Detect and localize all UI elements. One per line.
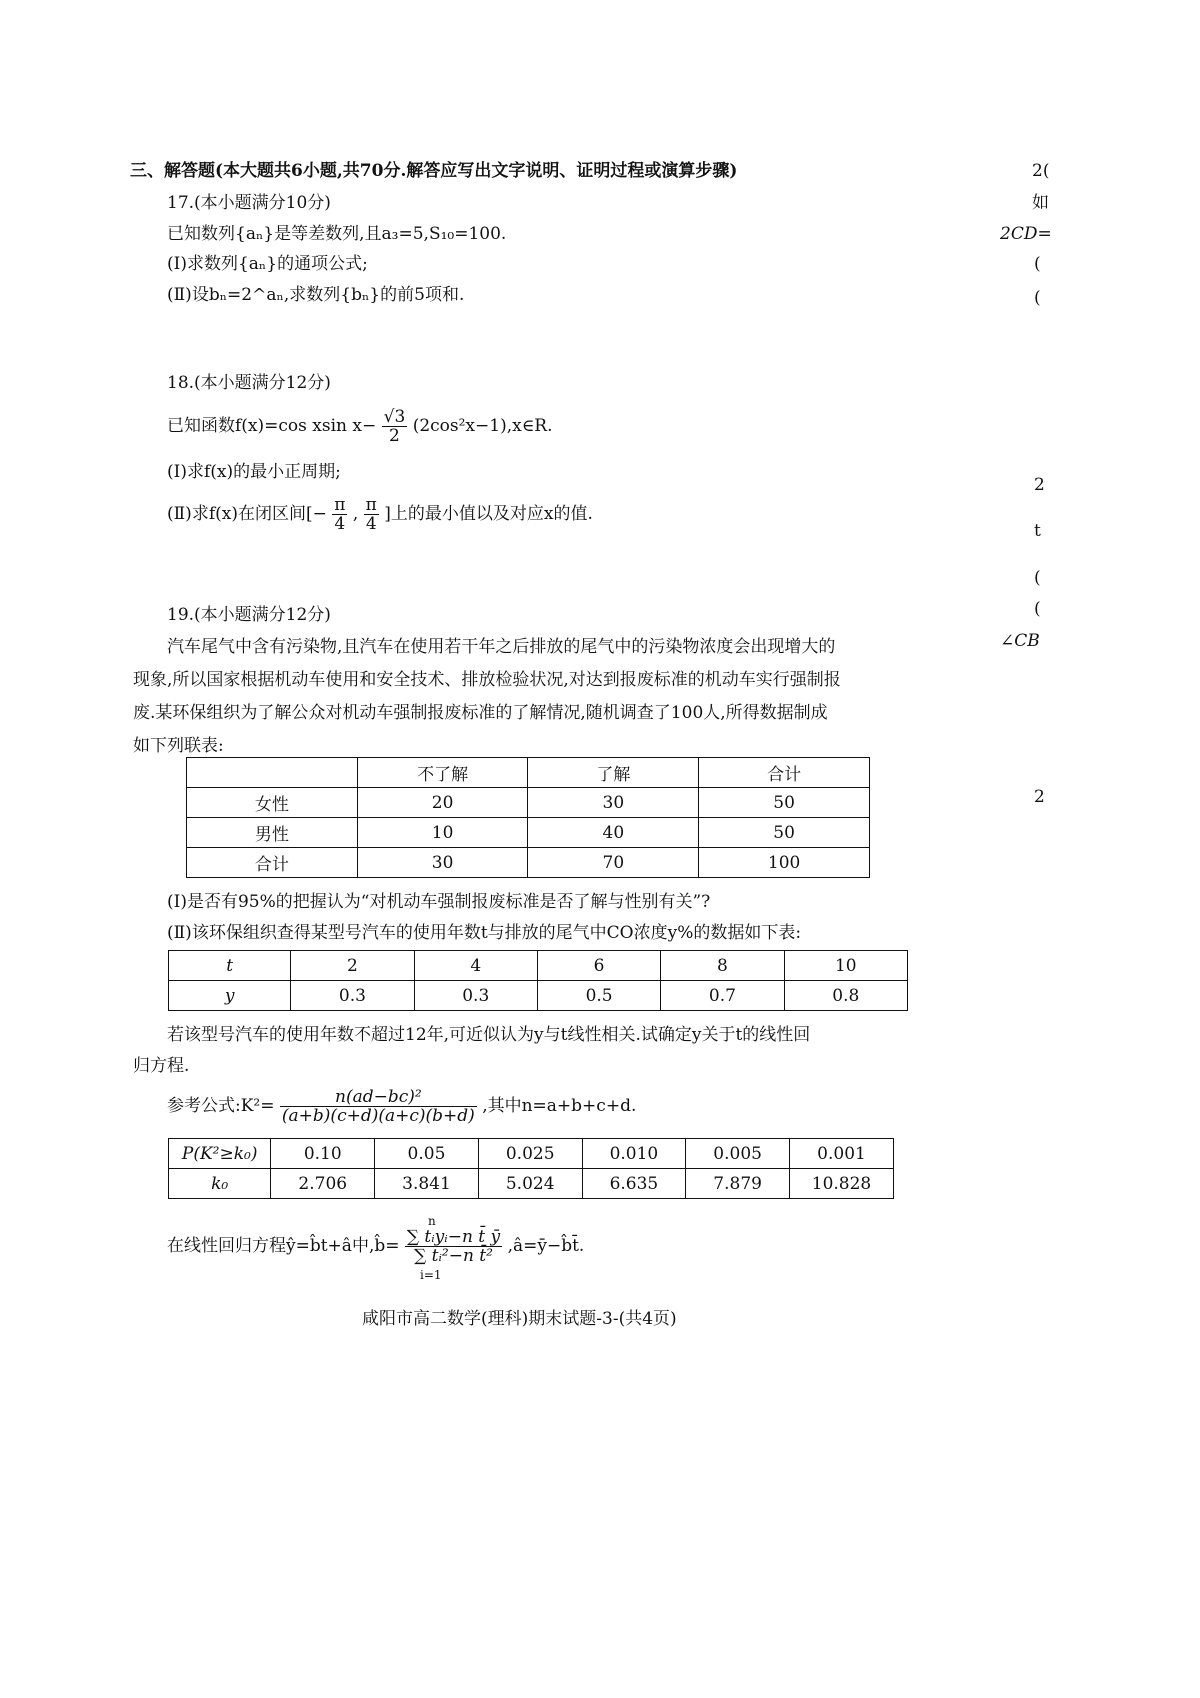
sum-upper-limit: n	[428, 1214, 436, 1228]
table-cell: 5.024	[478, 1169, 582, 1199]
q18-frac-right	[364, 496, 379, 533]
table-cell: y	[169, 981, 291, 1011]
b-hat-denominator: ∑ tᵢ²−n t̄²	[414, 1246, 493, 1266]
table-cell: 2.706	[271, 1169, 375, 1199]
pi-symbol: π	[334, 495, 346, 515]
table-cell: 2	[291, 951, 414, 981]
q18-part2-prefix: (Ⅱ)求f(x)在闭区间[−	[167, 504, 327, 524]
q18-part1: (Ⅰ)求f(x)的最小正周期;	[167, 462, 341, 482]
table-cell: 0.7	[661, 981, 784, 1011]
table-cell: 8	[661, 951, 784, 981]
table-row	[187, 818, 870, 848]
q17-part1: (Ⅰ)求数列{aₙ}的通项公式;	[167, 254, 368, 274]
q19-para-line: 现象,所以国家根据机动车使用和安全技术、排放检验状况,对达到报废标准的机动车实行强制报	[133, 670, 841, 690]
table-cell: 0.005	[686, 1139, 790, 1169]
table-cell: 0.8	[784, 981, 907, 1011]
regression-formula	[167, 1228, 584, 1288]
q18-part2	[167, 496, 593, 536]
right-edge-fragment: t	[1034, 521, 1041, 541]
table-row	[187, 848, 870, 878]
q17-title: 17.(本小题满分10分)	[167, 193, 331, 213]
k2-denominator: (a+b)(c+d)(a+c)(b+d)	[281, 1106, 475, 1126]
table-cell: 0.025	[478, 1139, 582, 1169]
q18-title: 18.(本小题满分12分)	[167, 373, 331, 393]
table-cell: 100	[699, 848, 870, 878]
q18-comma: ,	[352, 504, 359, 524]
table-row	[169, 951, 908, 981]
table-cell: 0.05	[375, 1139, 479, 1169]
table-cell	[187, 758, 358, 788]
four-symbol: 4	[334, 514, 346, 534]
table-cell: 10.828	[789, 1169, 893, 1199]
table-header-row	[187, 758, 870, 788]
table-cell: 70	[528, 848, 699, 878]
contingency-table	[186, 757, 870, 878]
pi-symbol: π	[365, 495, 377, 515]
table-cell: k₀	[169, 1169, 271, 1199]
right-edge-fragment: 2CD=	[1000, 224, 1052, 244]
table-cell: P(K²≥k₀)	[169, 1139, 271, 1169]
right-edge-fragment: 2	[1034, 475, 1045, 495]
q18-fraction	[382, 408, 408, 445]
critical-value-table	[168, 1138, 894, 1199]
table-cell: 0.5	[537, 981, 660, 1011]
q18-part2-suffix: ]上的最小值以及对应x的值.	[384, 504, 593, 524]
sum-lower-limit: i=1	[420, 1268, 442, 1282]
table-cell: t	[169, 951, 291, 981]
k2-numerator: n(ad−bc)²	[280, 1088, 477, 1107]
q18-stem	[167, 408, 553, 448]
ref-prefix: 参考公式:K²=	[167, 1096, 275, 1116]
q17-part2: (Ⅱ)设bₙ=2^aₙ,求数列{bₙ}的前5项和.	[167, 285, 465, 305]
table-cell: 7.879	[686, 1169, 790, 1199]
table-cell: 合计	[187, 848, 358, 878]
four-symbol: 4	[365, 514, 377, 534]
table-row	[169, 1169, 894, 1199]
q18-stem-prefix: 已知函数f(x)=cos xsin x−	[167, 416, 377, 436]
table-cell: 0.3	[414, 981, 537, 1011]
b-hat-numerator: ∑ tᵢyᵢ−n t̄ ȳ	[406, 1227, 501, 1247]
q19-regress-line: 归方程.	[133, 1056, 190, 1076]
table-cell: 0.3	[291, 981, 414, 1011]
table-cell: 30	[357, 848, 528, 878]
table-cell: 合计	[699, 758, 870, 788]
lin-prefix: 在线性回归方程ŷ=b̂t+â中,b̂=	[167, 1236, 400, 1256]
right-edge-fragment: 2	[1034, 787, 1045, 807]
table-cell: 女性	[187, 788, 358, 818]
b-hat-fraction	[405, 1228, 502, 1265]
table-cell: 了解	[528, 758, 699, 788]
ty-table	[168, 950, 908, 1011]
table-cell: 40	[528, 818, 699, 848]
table-cell: 0.001	[789, 1139, 893, 1169]
q19-para-line: 废.某环保组织为了解公众对机动车强制报废标准的了解情况,随机调查了100人,所得数据制成	[133, 703, 828, 723]
table-cell: 0.10	[271, 1139, 375, 1169]
q19-para-line: 汽车尾气中含有污染物,且汽车在使用若干年之后排放的尾气中的污染物浓度会出现增大的	[167, 637, 836, 657]
reference-formula	[167, 1088, 636, 1132]
right-edge-fragment: (	[1034, 599, 1041, 619]
q19-regress-line: 若该型号汽车的使用年数不超过12年,可近似认为y与t线性相关.试确定y关于t的线性回	[167, 1025, 811, 1045]
table-cell: 3.841	[375, 1169, 479, 1199]
section-header: 三、解答题(本大题共6小题,共70分.解答应写出文字说明、证明过程或演算步骤)	[130, 161, 738, 181]
q19-part2: (Ⅱ)该环保组织查得某型号汽车的使用年数t与排放的尾气中CO浓度y%的数据如下表:	[167, 923, 802, 943]
table-cell: 4	[414, 951, 537, 981]
table-cell: 20	[357, 788, 528, 818]
q18-stem-suffix: (2cos²x−1),x∈R.	[412, 416, 553, 436]
q18-frac-num: √3	[383, 407, 406, 427]
table-cell: 男性	[187, 818, 358, 848]
lin-suffix: ,â=ȳ−b̂t̄.	[507, 1236, 585, 1256]
q19-para-line: 如下列联表:	[133, 736, 224, 756]
table-cell: 30	[528, 788, 699, 818]
q19-title: 19.(本小题满分12分)	[167, 605, 331, 625]
right-edge-fragment: 如	[1032, 193, 1049, 213]
q17-stem: 已知数列{aₙ}是等差数列,且a₃=5,S₁₀=100.	[167, 224, 507, 244]
right-edge-fragment: (	[1034, 254, 1041, 274]
table-row	[169, 1139, 894, 1169]
table-cell: 50	[699, 818, 870, 848]
page-footer: 咸阳市高二数学(理科)期末试题-3-(共4页)	[362, 1309, 677, 1329]
right-edge-fragment: ∠CB	[1000, 631, 1040, 651]
right-edge-fragment: (	[1034, 568, 1041, 588]
table-cell: 6	[537, 951, 660, 981]
right-edge-fragment: (	[1034, 288, 1041, 308]
table-cell: 不了解	[357, 758, 528, 788]
table-cell: 6.635	[582, 1169, 686, 1199]
table-cell: 50	[699, 788, 870, 818]
k2-fraction	[280, 1088, 477, 1125]
q19-part1: (Ⅰ)是否有95%的把握认为“对机动车强制报废标准是否了解与性别有关”?	[167, 892, 711, 912]
table-cell: 10	[784, 951, 907, 981]
table-row	[187, 788, 870, 818]
q18-frac-left	[332, 496, 347, 533]
table-cell: 10	[357, 818, 528, 848]
table-row	[169, 981, 908, 1011]
right-edge-fragment: 2(	[1032, 161, 1050, 181]
q18-frac-den: 2	[389, 426, 400, 446]
ref-suffix: ,其中n=a+b+c+d.	[482, 1096, 637, 1116]
table-cell: 0.010	[582, 1139, 686, 1169]
